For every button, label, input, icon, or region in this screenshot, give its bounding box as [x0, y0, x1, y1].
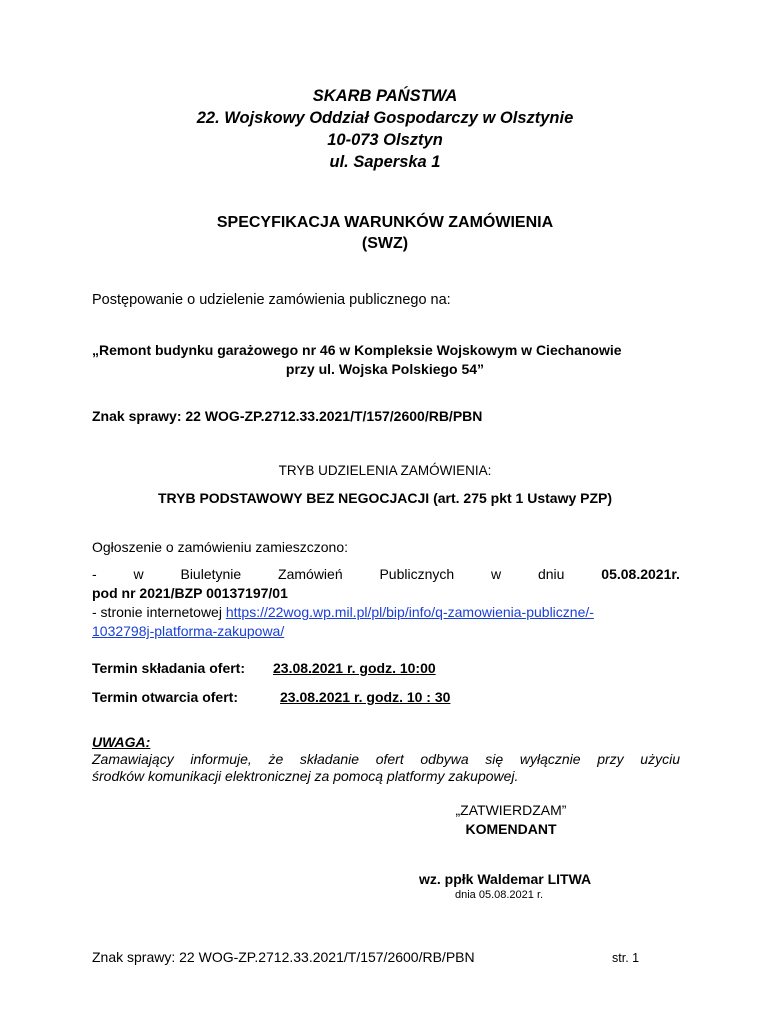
- submission-deadline-value: 23.08.2021 r. godz. 10:00: [273, 660, 436, 676]
- bulletin-number: pod nr 2021/BZP 00137197/01: [92, 585, 288, 601]
- approval-line-1: „ZATWIERDZAM”: [455, 802, 567, 818]
- bulletin-word: w: [491, 566, 502, 582]
- bulletin-word: -: [92, 566, 97, 582]
- bulletin-word: Zamówień: [278, 566, 343, 582]
- note-line-2: środków komunikacji elektronicznej za pomocą platformy zakupowej.: [92, 768, 519, 784]
- procedure-value: TRYB PODSTAWOWY BEZ NEGOCJACJI (art. 275 pkt 1 Ustawy PZP): [157, 490, 613, 506]
- submission-deadline-label: Termin składania ofert:: [92, 660, 246, 676]
- approval-date: dnia 05.08.2021 r.: [455, 889, 544, 901]
- signatory-name: wz. ppłk Waldemar LITWA: [419, 871, 592, 887]
- opening-deadline-value: 23.08.2021 r. godz. 10 : 30: [280, 689, 451, 705]
- header-line-3: 10-073 Olsztyn: [327, 131, 443, 149]
- opening-deadline-label: Termin otwarcia ofert:: [92, 689, 238, 705]
- intro-text: Postępowanie o udzielenie zamówienia publicznego na:: [92, 292, 451, 308]
- header-line-1: SKARB PAŃSTWA: [312, 87, 458, 105]
- doc-title-line-2: (SWZ): [361, 235, 409, 252]
- case-number: Znak sprawy: 22 WOG-ZP.2712.33.2021/T/157/2600/RB/PBN: [92, 408, 483, 424]
- subject-line-1: „Remont budynku garażowego nr 46 w Kompleksie Wojskowym w Ciechanowie: [92, 342, 622, 358]
- website-prefix: - stronie internetowej: [92, 604, 226, 620]
- header-line-4: ul. Saperska 1: [329, 153, 441, 171]
- subject-line-2: przy ul. Wojska Polskiego 54”: [285, 361, 485, 377]
- note-heading: UWAGA:: [92, 734, 151, 750]
- website-line-2: [92, 622, 284, 640]
- bulletin-line: [92, 565, 680, 583]
- footer-case-number: Znak sprawy: 22 WOG-ZP.2712.33.2021/T/157/2600/RB/PBN: [92, 949, 475, 965]
- doc-title-line-1: SPECYFIKACJA WARUNKÓW ZAMÓWIENIA: [216, 214, 554, 231]
- footer-page-number: str. 1: [612, 951, 640, 965]
- bulletin-word: w: [133, 566, 144, 582]
- bulletin-date: 05.08.2021r.: [601, 566, 680, 582]
- bulletin-word: dniu: [537, 566, 565, 582]
- platform-link-part-1[interactable]: https://22wog.wp.mil.pl/pl/bip/info/q-zamowienia-publiczne/-: [225, 604, 594, 620]
- platform-link-part-2[interactable]: 1032798j-platforma-zakupowa/: [92, 623, 285, 639]
- procedure-label: TRYB UDZIELENIA ZAMÓWIENIA:: [278, 463, 492, 478]
- website-line: [92, 603, 594, 621]
- header-line-2: 22. Wojskowy Oddział Gospodarczy w Olsztynie: [196, 109, 574, 127]
- bulletin-word: Publicznych: [379, 566, 455, 582]
- approval-line-2: KOMENDANT: [465, 821, 557, 837]
- bulletin-word: Biuletynie: [180, 566, 242, 582]
- note-line-1: Zamawiający informuje, że składanie ofert odbywa się wyłącznie przy użyciu: [92, 751, 680, 767]
- announcement-intro: Ogłoszenie o zamówieniu zamieszczono:: [92, 539, 349, 555]
